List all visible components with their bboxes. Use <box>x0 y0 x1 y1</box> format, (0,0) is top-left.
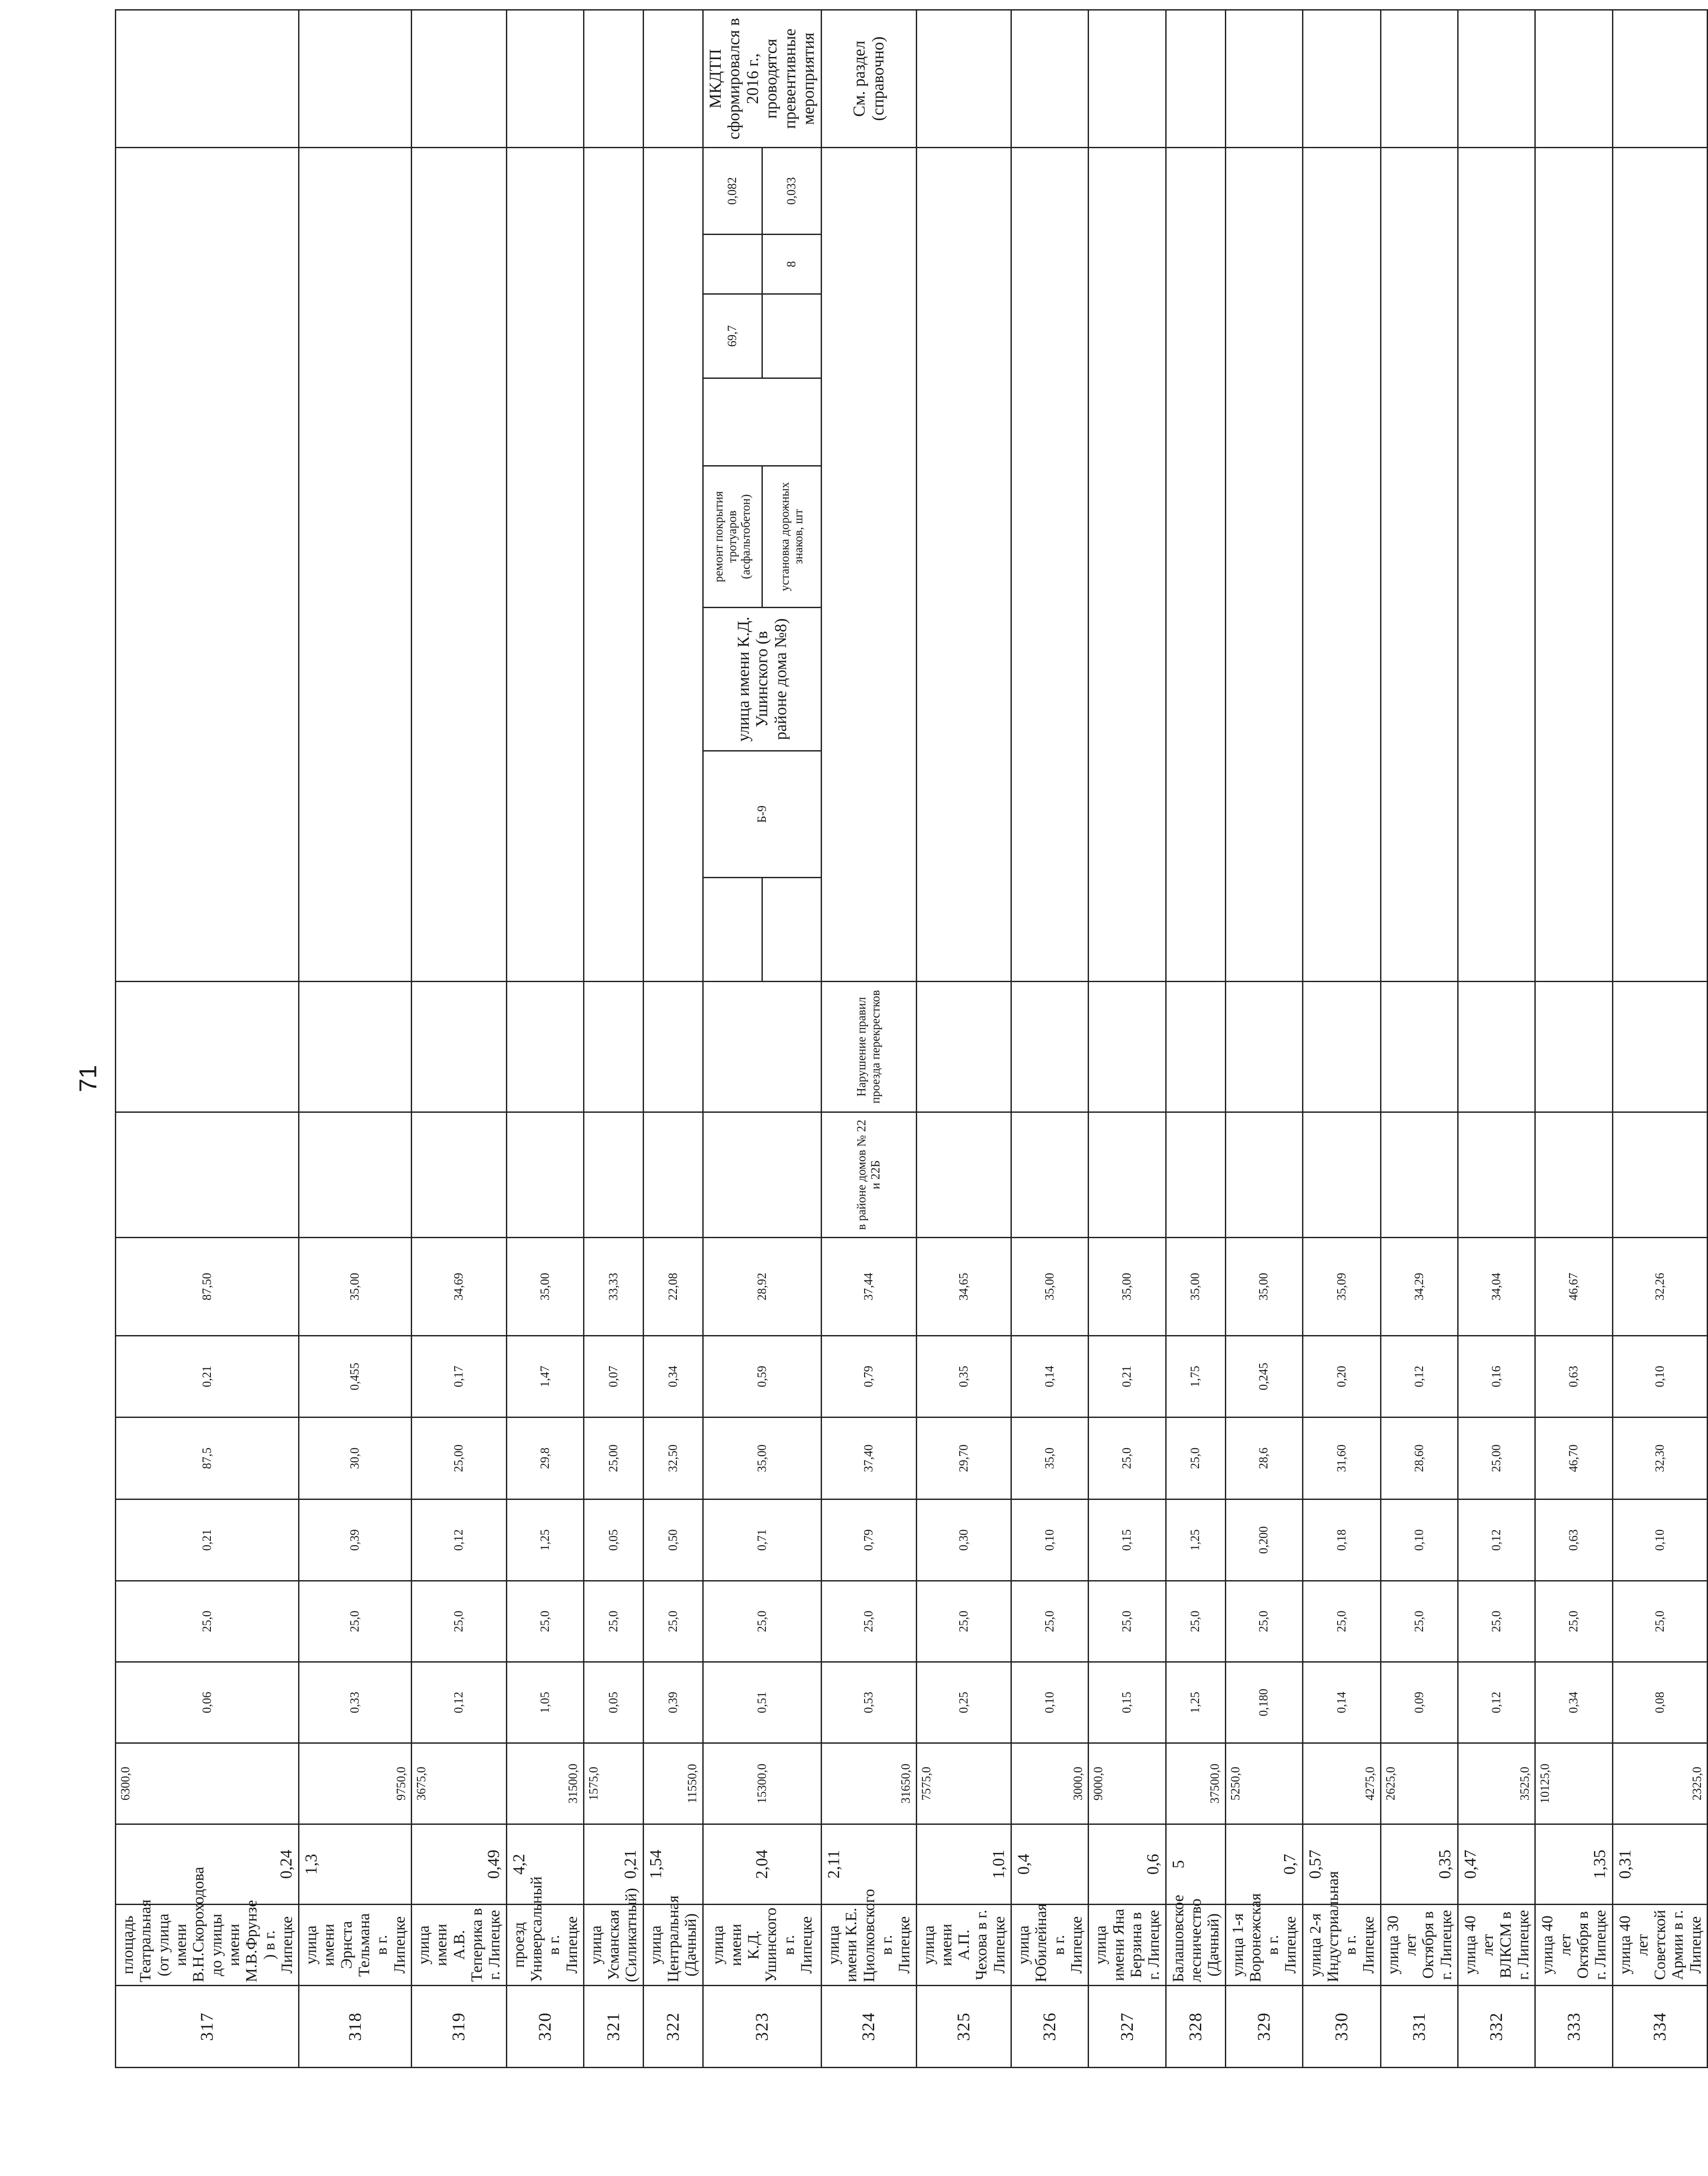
intensity-value: 7575,0 <box>916 1743 1011 1824</box>
violation-cell <box>703 982 821 1112</box>
value-c2: 25,0 <box>1535 1581 1612 1662</box>
street-name: улица 2-я Индустриальная в г. Липецке <box>1302 1905 1381 1986</box>
value-c3: 0,200 <box>1225 1499 1302 1581</box>
value-c2: 25,0 <box>1011 1581 1089 1662</box>
section-code: Б-9 <box>703 751 821 878</box>
value-c4: 25,00 <box>584 1417 643 1499</box>
value-c1: 0,08 <box>1612 1662 1708 1743</box>
value-c1: 0,53 <box>821 1662 916 1743</box>
note-cell <box>506 10 584 148</box>
value-c3: 0,10 <box>1011 1499 1089 1581</box>
value-c5: 0,16 <box>1458 1336 1535 1417</box>
value-c6: 28,92 <box>703 1238 821 1336</box>
length-km: 0,47 <box>1458 1824 1535 1905</box>
street-name: Балашовское лесничество (Дачный) <box>1166 1905 1225 1986</box>
street-name: проезд Универсальный в г. Липецке <box>506 1905 584 1986</box>
empty-cell <box>412 148 507 982</box>
unit-value-1 <box>703 235 762 294</box>
empty-cell <box>1458 148 1535 982</box>
intensity-value: 9750,0 <box>299 1743 412 1824</box>
intensity-value: 15300,0 <box>703 1743 821 1824</box>
table-row <box>412 10 507 2068</box>
note-cell <box>1089 10 1166 148</box>
street-name: улица имени К.Д. Ушинского в г. Липецке <box>703 1905 821 1986</box>
violation-cell <box>506 982 584 1112</box>
street-name: улица имени Яна Берзина в г. Липецке <box>1089 1905 1166 1986</box>
violation-cell <box>412 982 507 1112</box>
value-c4: 35,00 <box>703 1417 821 1499</box>
street-name: улица 40 лет ВЛКСМ в г. Липецке <box>1458 1905 1535 1986</box>
note-cell <box>1225 10 1302 148</box>
value-c3: 0,10 <box>1381 1499 1458 1581</box>
value-c5: 0,21 <box>116 1336 299 1417</box>
value-c4: 28,6 <box>1225 1417 1302 1499</box>
value-c1: 0,15 <box>1089 1662 1166 1743</box>
violation-cell <box>916 982 1011 1112</box>
row-number: 332 <box>1458 1986 1535 2068</box>
empty-cell <box>821 148 916 982</box>
intensity-value: 3000,0 <box>1011 1743 1089 1824</box>
location-cell <box>1458 1112 1535 1238</box>
violation-cell <box>643 982 703 1112</box>
violation-cell <box>1458 982 1535 1112</box>
value-c6: 34,69 <box>412 1238 507 1336</box>
value-c1: 0,34 <box>1535 1662 1612 1743</box>
empty-cell <box>506 148 584 982</box>
value-c4: 87,5 <box>116 1417 299 1499</box>
value-c4: 32,50 <box>643 1417 703 1499</box>
value-c1: 0,25 <box>916 1662 1011 1743</box>
row-number: 319 <box>412 1986 507 2068</box>
row-number: 326 <box>1011 1986 1089 2068</box>
note-cell <box>1011 10 1089 148</box>
value-c1: 0,10 <box>1011 1662 1089 1743</box>
intensity-value: 4275,0 <box>1302 1743 1381 1824</box>
violation-cell <box>299 982 412 1112</box>
value-c3: 0,10 <box>1612 1499 1708 1581</box>
empty-cell <box>643 148 703 982</box>
value-c3: 1,25 <box>506 1499 584 1581</box>
note-cell <box>412 10 507 148</box>
note-cell <box>1458 10 1535 148</box>
value-c4: 30,0 <box>299 1417 412 1499</box>
value-c5: 0,20 <box>1302 1336 1381 1417</box>
empty-cell <box>1535 148 1612 982</box>
length-km: 0,6 <box>1089 1824 1166 1905</box>
length-km: 5 <box>1166 1824 1225 1905</box>
length-km: 1,01 <box>916 1824 1011 1905</box>
value-c1: 1,25 <box>1166 1662 1225 1743</box>
row-number: 331 <box>1381 1986 1458 2068</box>
value-c5: 0,21 <box>1089 1336 1166 1417</box>
empty-cell <box>1381 148 1458 982</box>
value-c3: 0,39 <box>299 1499 412 1581</box>
value-c5: 0,10 <box>1612 1336 1708 1417</box>
value-c6: 35,00 <box>1011 1238 1089 1336</box>
location-cell <box>916 1112 1011 1238</box>
cost-2: 0,033 <box>762 148 821 235</box>
value-c1: 0,180 <box>1225 1662 1302 1743</box>
value-c6: 35,00 <box>1225 1238 1302 1336</box>
value-c4: 32,30 <box>1612 1417 1708 1499</box>
value-c1: 0,33 <box>299 1662 412 1743</box>
value-c6: 35,00 <box>1166 1238 1225 1336</box>
value-c6: 87,50 <box>116 1238 299 1336</box>
value-c1: 0,12 <box>1458 1662 1535 1743</box>
value-c1: 1,05 <box>506 1662 584 1743</box>
value-c2: 25,0 <box>1612 1581 1708 1662</box>
value-c6: 46,67 <box>1535 1238 1612 1336</box>
street-name: улица Усманская (Силикатный) <box>584 1905 643 1986</box>
value-c1: 0,14 <box>1302 1662 1381 1743</box>
intensity-value: 31650,0 <box>821 1743 916 1824</box>
value-c4: 28,60 <box>1381 1417 1458 1499</box>
table-row <box>1381 10 1458 2068</box>
street-name: улица 30 лет Октября в г. Липецке <box>1381 1905 1458 1986</box>
value-c2: 25,0 <box>1089 1581 1166 1662</box>
value-c4: 31,60 <box>1302 1417 1381 1499</box>
location-cell <box>1381 1112 1458 1238</box>
table-row <box>821 10 916 2068</box>
violation-cell <box>1011 982 1089 1112</box>
measure-value-2 <box>762 294 821 378</box>
length-km: 1,3 <box>299 1824 412 1905</box>
value-c5: 0,07 <box>584 1336 643 1417</box>
row-number: 334 <box>1612 1986 1708 2068</box>
value-c5: 0,245 <box>1225 1336 1302 1417</box>
row-number: 324 <box>821 1986 916 2068</box>
location-cell: в районе домов № 22 и 22Б <box>821 1112 916 1238</box>
note-cell <box>584 10 643 148</box>
location-cell <box>412 1112 507 1238</box>
empty-cell <box>584 148 643 982</box>
value-c6: 37,44 <box>821 1238 916 1336</box>
violation-cell <box>1166 982 1225 1112</box>
street-name: улица Юбилейная в г. Липецке <box>1011 1905 1089 1986</box>
street-name: улица 40 лет Советской Армии в г. Липецке <box>1612 1905 1708 1986</box>
length-km: 0,31 <box>1612 1824 1708 1905</box>
table-row <box>584 10 643 2068</box>
value-c6: 32,26 <box>1612 1238 1708 1336</box>
intensity-value: 9000,0 <box>1089 1743 1166 1824</box>
row-number: 322 <box>643 1986 703 2068</box>
violation-cell <box>1535 982 1612 1112</box>
value-c4: 25,00 <box>1458 1417 1535 1499</box>
violation-cell <box>1612 982 1708 1112</box>
value-c5: 0,79 <box>821 1336 916 1417</box>
street-name: улица 40 лет Октября в г. Липецке <box>1535 1905 1612 1986</box>
value-c5: 0,12 <box>1381 1336 1458 1417</box>
rotated-table-container <box>115 18 1704 2068</box>
empty-cell <box>703 378 821 466</box>
empty-cell <box>1225 148 1302 982</box>
value-c1: 0,05 <box>584 1662 643 1743</box>
location-cell <box>1302 1112 1381 1238</box>
value-c5: 1,75 <box>1166 1336 1225 1417</box>
value-c6: 35,00 <box>299 1238 412 1336</box>
location-cell <box>299 1112 412 1238</box>
table-row <box>1612 10 1708 2068</box>
length-km: 0,35 <box>1381 1824 1458 1905</box>
road-safety-table <box>115 9 1708 2068</box>
value-c2: 25,0 <box>412 1581 507 1662</box>
table-row <box>643 10 703 2068</box>
note-cell <box>643 10 703 148</box>
measure-value-1: 69,7 <box>703 294 762 378</box>
violation-cell: Нарушение правил проезда перекрестков <box>821 982 916 1112</box>
intensity-value: 2325,0 <box>1612 1743 1708 1824</box>
location-cell <box>1225 1112 1302 1238</box>
length-km: 0,24 <box>116 1824 299 1905</box>
violation-cell <box>1225 982 1302 1112</box>
empty-sub-cell <box>703 878 762 982</box>
length-km: 1,35 <box>1535 1824 1612 1905</box>
violation-cell <box>116 982 299 1112</box>
unit-value-2: 8 <box>762 235 821 294</box>
value-c4: 35,0 <box>1011 1417 1089 1499</box>
value-c3: 0,30 <box>916 1499 1011 1581</box>
location-cell <box>506 1112 584 1238</box>
empty-cell <box>299 148 412 982</box>
table-row <box>1302 10 1381 2068</box>
length-km: 0,4 <box>1011 1824 1089 1905</box>
location-cell <box>1089 1112 1166 1238</box>
table-row <box>506 10 584 2068</box>
empty-cell <box>1302 148 1381 982</box>
length-km: 0,7 <box>1225 1824 1302 1905</box>
value-c4: 29,70 <box>916 1417 1011 1499</box>
value-c4: 46,70 <box>1535 1417 1612 1499</box>
row-number: 325 <box>916 1986 1011 2068</box>
value-c2: 25,0 <box>116 1581 299 1662</box>
table-row <box>299 10 412 2068</box>
value-c3: 0,18 <box>1302 1499 1381 1581</box>
street-name: улица имени А.П. Чехова в г. Липецке <box>916 1905 1011 1986</box>
value-c6: 34,29 <box>1381 1238 1458 1336</box>
table-row <box>1011 10 1089 2068</box>
intensity-value: 3525,0 <box>1458 1743 1535 1824</box>
empty-cell <box>1011 148 1089 982</box>
length-km: 4,2 <box>506 1824 584 1905</box>
value-c3: 0,71 <box>703 1499 821 1581</box>
location-cell <box>584 1112 643 1238</box>
location-cell <box>1011 1112 1089 1238</box>
table-row <box>116 10 299 2068</box>
street-name: улица имени Эрнста Тельмана в г. Липецке <box>299 1905 412 1986</box>
value-c2: 25,0 <box>703 1581 821 1662</box>
value-c3: 1,25 <box>1166 1499 1225 1581</box>
value-c5: 0,34 <box>643 1336 703 1417</box>
value-c1: 0,06 <box>116 1662 299 1743</box>
violation-cell <box>584 982 643 1112</box>
value-c3: 0,15 <box>1089 1499 1166 1581</box>
empty-sub-cell <box>762 878 821 982</box>
empty-cell <box>1089 148 1166 982</box>
location-cell <box>116 1112 299 1238</box>
note-cell <box>1381 10 1458 148</box>
violation-cell <box>1381 982 1458 1112</box>
row-number: 323 <box>703 1986 821 2068</box>
page-number: 71 <box>74 1065 102 1093</box>
table-row <box>1225 10 1302 2068</box>
table-row <box>1166 10 1225 2068</box>
street-name: площадь Театральная (от улица имени В.Н.Скороходова до улицы имени М.В.Фрунзе ) в г. Липецке <box>116 1905 299 1986</box>
value-c5: 0,59 <box>703 1336 821 1417</box>
value-c6: 35,00 <box>1089 1238 1166 1336</box>
note-cell: См. раздел (справочно) <box>821 10 916 148</box>
row-number: 320 <box>506 1986 584 2068</box>
intensity-value: 11550,0 <box>643 1743 703 1824</box>
intensity-value: 1575,0 <box>584 1743 643 1824</box>
note-cell <box>1612 10 1708 148</box>
empty-cell <box>916 148 1011 982</box>
row-number: 327 <box>1089 1986 1166 2068</box>
row-number: 333 <box>1535 1986 1612 2068</box>
empty-cell <box>116 148 299 982</box>
cost-1: 0,082 <box>703 148 762 235</box>
value-c6: 35,00 <box>506 1238 584 1336</box>
value-c1: 0,51 <box>703 1662 821 1743</box>
street-name: улица 1-я Воронежская в г. Липецке <box>1225 1905 1302 1986</box>
length-km: 0,49 <box>412 1824 507 1905</box>
value-c2: 25,0 <box>299 1581 412 1662</box>
row-number: 318 <box>299 1986 412 2068</box>
value-c3: 0,05 <box>584 1499 643 1581</box>
value-c2: 25,0 <box>1458 1581 1535 1662</box>
note-cell <box>916 10 1011 148</box>
value-c3: 0,79 <box>821 1499 916 1581</box>
value-c6: 35,09 <box>1302 1238 1381 1336</box>
row-number: 328 <box>1166 1986 1225 2068</box>
street-name: улица Центральная (Дачный) <box>643 1905 703 1986</box>
location-cell <box>643 1112 703 1238</box>
value-c2: 25,0 <box>1381 1581 1458 1662</box>
value-c4: 25,0 <box>1089 1417 1166 1499</box>
street-name: улица имени К.Е. Циолковского в г. Липецке <box>821 1905 916 1986</box>
row-number: 329 <box>1225 1986 1302 2068</box>
value-c4: 37,40 <box>821 1417 916 1499</box>
measure-1: ремонт покрытия тротуаров (асфальтобетон) <box>703 466 762 608</box>
location-cell <box>1166 1112 1225 1238</box>
value-c2: 25,0 <box>584 1581 643 1662</box>
table-row <box>1535 10 1612 2068</box>
value-c3: 0,50 <box>643 1499 703 1581</box>
location-cell <box>703 1112 821 1238</box>
table-row <box>1458 10 1535 2068</box>
value-c6: 22,08 <box>643 1238 703 1336</box>
value-c6: 34,65 <box>916 1238 1011 1336</box>
note-cell <box>1302 10 1381 148</box>
value-c2: 25,0 <box>821 1581 916 1662</box>
value-c4: 25,00 <box>412 1417 507 1499</box>
row-number: 330 <box>1302 1986 1381 2068</box>
table-row <box>916 10 1011 2068</box>
value-c5: 0,63 <box>1535 1336 1612 1417</box>
length-km: 2,04 <box>703 1824 821 1905</box>
value-c3: 0,12 <box>412 1499 507 1581</box>
note-cell: МКДТП сформировался в 2016 г., проводятся превентивные мероприятия <box>703 10 821 148</box>
length-km: 0,57 <box>1302 1824 1381 1905</box>
value-c5: 0,14 <box>1011 1336 1089 1417</box>
length-km: 2,11 <box>821 1824 916 1905</box>
value-c2: 25,0 <box>916 1581 1011 1662</box>
value-c5: 0,455 <box>299 1336 412 1417</box>
value-c4: 25,0 <box>1166 1417 1225 1499</box>
empty-cell <box>1166 148 1225 982</box>
intensity-value: 2625,0 <box>1381 1743 1458 1824</box>
length-km: 1,54 <box>643 1824 703 1905</box>
value-c6: 34,04 <box>1458 1238 1535 1336</box>
value-c5: 0,17 <box>412 1336 507 1417</box>
intensity-value: 10125,0 <box>1535 1743 1612 1824</box>
value-c2: 25,0 <box>1302 1581 1381 1662</box>
value-c3: 0,63 <box>1535 1499 1612 1581</box>
value-c6: 33,33 <box>584 1238 643 1336</box>
empty-cell <box>1612 148 1708 982</box>
note-cell <box>116 10 299 148</box>
value-c2: 25,0 <box>1166 1581 1225 1662</box>
intensity-value: 3675,0 <box>412 1743 507 1824</box>
section-place: улица имени К.Д. Ушинского (в районе дома №8) <box>703 608 821 751</box>
measure-2: установка дорожных знаков, шт <box>762 466 821 608</box>
value-c1: 0,12 <box>412 1662 507 1743</box>
violation-cell <box>1302 982 1381 1112</box>
value-c4: 29,8 <box>506 1417 584 1499</box>
length-km: 0,21 <box>584 1824 643 1905</box>
table-row <box>1089 10 1166 2068</box>
value-c1: 0,09 <box>1381 1662 1458 1743</box>
value-c2: 25,0 <box>643 1581 703 1662</box>
violation-cell <box>1089 982 1166 1112</box>
row-number: 321 <box>584 1986 643 2068</box>
intensity-value: 5250,0 <box>1225 1743 1302 1824</box>
location-cell <box>1535 1112 1612 1238</box>
value-c3: 0,12 <box>1458 1499 1535 1581</box>
intensity-value: 6300,0 <box>116 1743 299 1824</box>
intensity-value: 31500,0 <box>506 1743 584 1824</box>
note-cell <box>1535 10 1612 148</box>
value-c3: 0,21 <box>116 1499 299 1581</box>
value-c2: 25,0 <box>506 1581 584 1662</box>
note-cell <box>1166 10 1225 148</box>
note-cell <box>299 10 412 148</box>
table-body <box>116 10 1708 2068</box>
value-c5: 1,47 <box>506 1336 584 1417</box>
row-number: 317 <box>116 1986 299 2068</box>
value-c1: 0,39 <box>643 1662 703 1743</box>
value-c5: 0,35 <box>916 1336 1011 1417</box>
intensity-value: 37500,0 <box>1166 1743 1225 1824</box>
street-name: улица имени А.В. Теперика в г. Липецке <box>412 1905 507 1986</box>
value-c2: 25,0 <box>1225 1581 1302 1662</box>
location-cell <box>1612 1112 1708 1238</box>
table-row <box>703 10 762 2068</box>
